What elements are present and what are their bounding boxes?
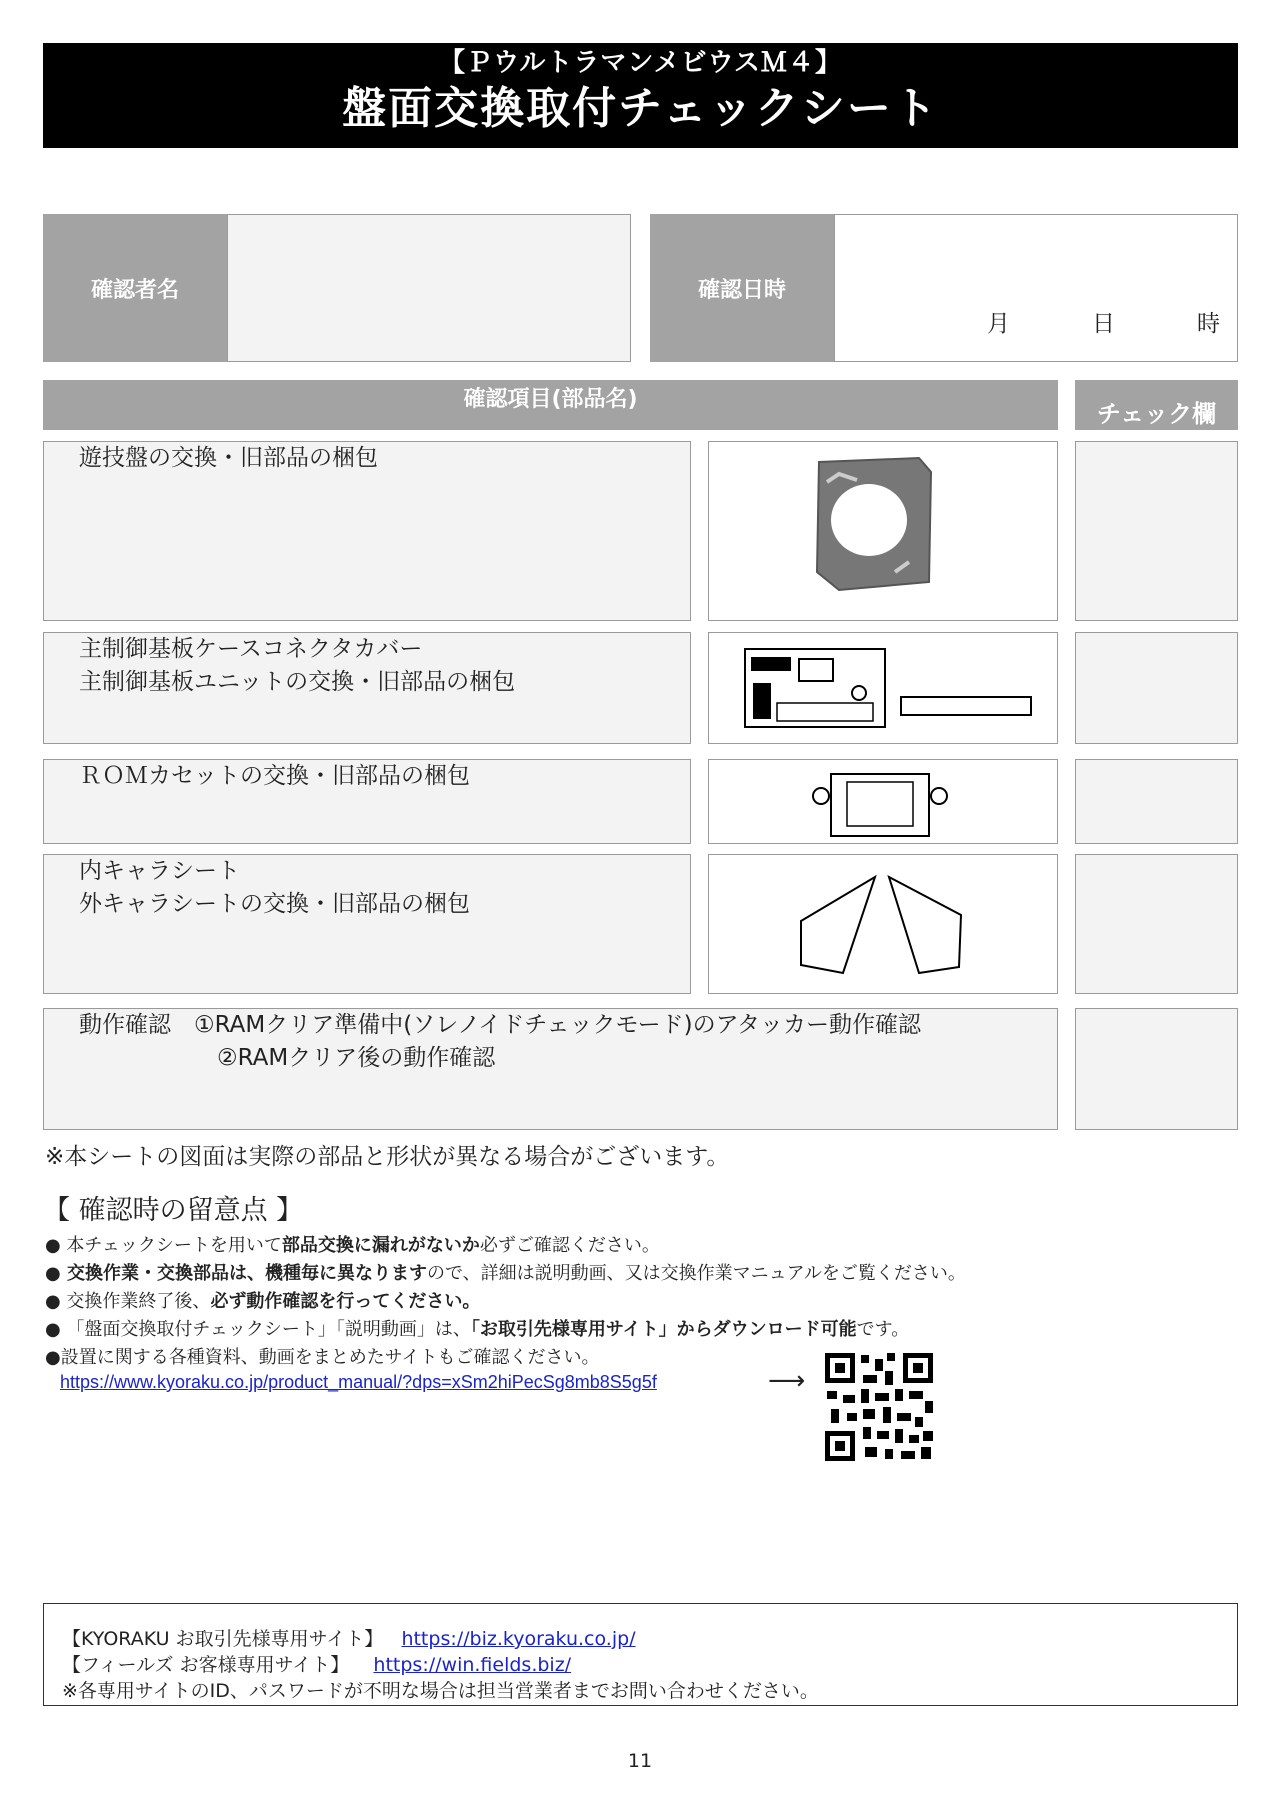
note-4: ● 「盤面交換取付チェックシート」「説明動画」は、「お取引先様専用サイト」からダウンロード可能です。 (45, 1319, 910, 1340)
rom-cassette-image (708, 759, 1058, 844)
check-box-3[interactable] (1075, 759, 1238, 844)
item-row-1: 遊技盤の交換・旧部品の梱包 (43, 441, 691, 621)
month-label: 月 (987, 311, 1010, 337)
note-2: ● 交換作業・交換部品は、機種毎に異なりますので、詳細は説明動画、又は交換作業マニュアルをご覧ください。 (45, 1263, 966, 1284)
check-box-5[interactable] (1075, 1008, 1238, 1130)
check-date-label: 確認日時 (650, 214, 834, 362)
main-control-board-image (708, 632, 1058, 744)
note-1: ● 本チェックシートを用いて部品交換に漏れがないか必ずご確認ください。 (45, 1235, 660, 1256)
items-header: 確認項目(部品名) (43, 380, 1058, 430)
day-label: 日 (1092, 311, 1115, 337)
check-box-4[interactable] (1075, 854, 1238, 994)
page-number: 11 (627, 1750, 653, 1772)
kyoraku-site-link[interactable]: https://biz.kyoraku.co.jp/ (401, 1628, 636, 1650)
hour-label: 時 (1197, 311, 1220, 337)
check-column-header: チェック欄 (1075, 380, 1238, 430)
footer-line-3: ※各専用サイトのID、パスワードが不明な場合は担当営業者までお問い合わせください。 (62, 1680, 819, 1702)
character-sheet-image (708, 854, 1058, 994)
playfield-board-image (708, 441, 1058, 621)
note-3: ● 交換作業終了後、必ず動作確認を行ってください。 (45, 1291, 481, 1312)
check-date-field[interactable] (834, 214, 1238, 362)
footer-line-2: 【フィールズ お客様専用サイト】 https://win.fields.biz/ (62, 1654, 572, 1676)
footer-line-1: 【KYORAKU お取引先様専用サイト】 https://biz.kyoraku.co.jp/ (62, 1628, 636, 1650)
notes-title: 【 確認時の留意点 】 (43, 1195, 304, 1226)
note-5: ●設置に関する各種資料、動画をまとめたサイトもご確認ください。 (45, 1347, 600, 1368)
item-row-5: 動作確認 ①RAMクリア準備中(ソレノイドチェックモード)のアタッカー動作確認 ②RAMクリア後の動作確認 (43, 1008, 1058, 1130)
manual-site-link[interactable]: https://www.kyoraku.co.jp/product_manual/?dps=xSm2hiPecSg8mb8S5g5f (60, 1372, 657, 1392)
item-row-2: 主制御基板ケースコネクタカバー 主制御基板ユニットの交換・旧部品の梱包 (43, 632, 691, 744)
check-box-2[interactable] (1075, 632, 1238, 744)
item-row-4: 内キャラシート 外キャラシートの交換・旧部品の梱包 (43, 854, 691, 994)
check-box-1[interactable] (1075, 441, 1238, 621)
footer-box (43, 1603, 1238, 1706)
page-title: 盤面交換取付チェックシート (342, 83, 939, 134)
arrow-icon: ⟶ (768, 1366, 806, 1396)
qr-code-icon[interactable] (823, 1351, 935, 1463)
disclaimer: ※本シートの図面は実際の部品と形状が異なる場合がございます。 (45, 1144, 730, 1170)
title-banner (43, 43, 1238, 148)
machine-name: 【ＰウルトラマンメビウスＭ４】 (439, 48, 842, 78)
checker-name-label: 確認者名 (43, 214, 227, 362)
fields-site-link[interactable]: https://win.fields.biz/ (373, 1654, 572, 1676)
checker-name-field[interactable] (227, 214, 631, 362)
item-row-3: ＲＯＭカセットの交換・旧部品の梱包 (43, 759, 691, 844)
